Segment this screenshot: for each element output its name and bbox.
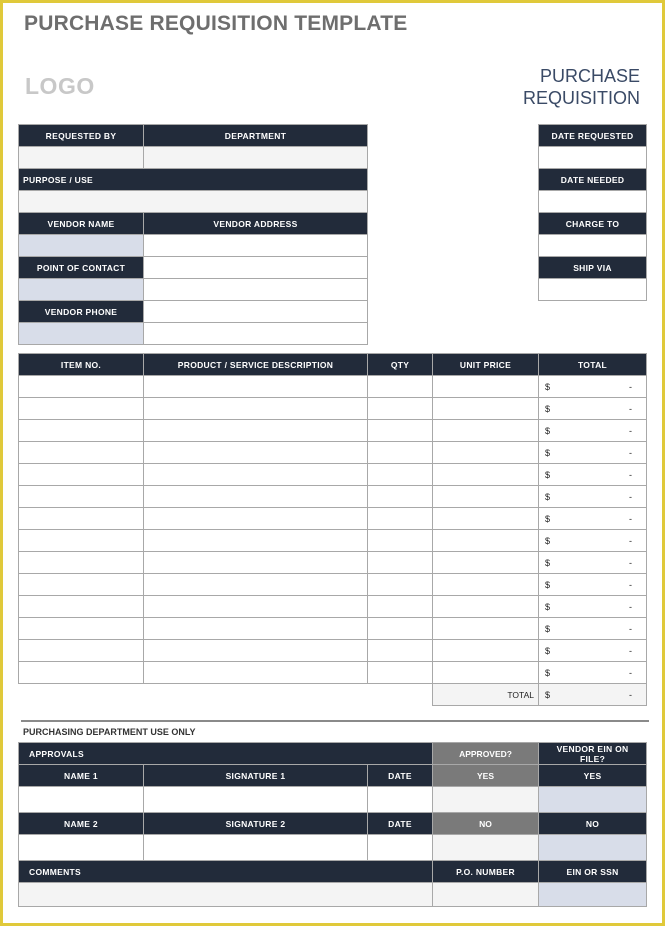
table-row <box>19 398 647 420</box>
qty-cell[interactable] <box>368 376 433 398</box>
total-cell <box>539 618 647 640</box>
item-no-cell[interactable] <box>19 464 144 486</box>
items-table <box>18 353 647 706</box>
item-no-cell[interactable] <box>19 640 144 662</box>
qty-cell[interactable] <box>368 464 433 486</box>
item-no-header: ITEM NO. <box>19 354 144 376</box>
charge-to-field[interactable] <box>539 235 647 257</box>
currency-symbol: $ <box>545 513 551 524</box>
name1-header: NAME 1 <box>19 765 144 787</box>
total-cell <box>539 420 647 442</box>
purpose-field[interactable] <box>19 191 368 213</box>
vendor-address-header: VENDOR ADDRESS <box>144 213 368 235</box>
unit-price-cell[interactable] <box>433 442 539 464</box>
ein-ssn-header: EIN OR SSN <box>539 861 647 883</box>
unit-price-cell[interactable] <box>433 420 539 442</box>
approved-no-field[interactable] <box>433 835 539 861</box>
unit-price-cell[interactable] <box>433 376 539 398</box>
item-no-cell[interactable] <box>19 596 144 618</box>
date1-field[interactable] <box>368 787 433 813</box>
document-type-line2: REQUISITION <box>522 88 640 108</box>
table-row <box>19 552 647 574</box>
approved-yes-header: YES <box>433 765 539 787</box>
department-header: DEPARTMENT <box>144 125 368 147</box>
description-cell[interactable] <box>144 508 368 530</box>
purpose-header: PURPOSE / USE <box>19 169 368 191</box>
ein-no-field[interactable] <box>539 835 647 861</box>
requested-by-field[interactable] <box>19 147 144 169</box>
po-number-field[interactable] <box>433 883 539 907</box>
qty-cell[interactable] <box>368 596 433 618</box>
grand-total-cell <box>539 684 647 706</box>
total-cell <box>539 376 647 398</box>
table-row <box>19 376 647 398</box>
logo-placeholder: LOGO <box>25 73 95 99</box>
document-type-line1: PURCHASE <box>539 66 640 86</box>
unit-price-cell[interactable] <box>433 508 539 530</box>
name2-field[interactable] <box>19 835 144 861</box>
description-cell[interactable] <box>144 530 368 552</box>
comments-field[interactable] <box>19 883 433 907</box>
item-no-cell[interactable] <box>19 442 144 464</box>
total-value: - <box>629 667 632 678</box>
table-row <box>19 420 647 442</box>
total-value: - <box>629 579 632 590</box>
signature1-field[interactable] <box>144 787 368 813</box>
total-cell <box>539 464 647 486</box>
document-type <box>523 65 640 109</box>
currency-symbol: $ <box>545 447 551 458</box>
total-value: - <box>629 513 632 524</box>
total-cell <box>539 662 647 684</box>
total-row-spacer <box>19 684 433 706</box>
table-row <box>19 640 647 662</box>
purchasing-section-label: PURCHASING DEPARTMENT USE ONLY <box>23 727 196 737</box>
description-cell[interactable] <box>144 640 368 662</box>
currency-symbol: $ <box>545 425 551 436</box>
total-cell <box>539 508 647 530</box>
description-cell[interactable] <box>144 376 368 398</box>
item-no-cell[interactable] <box>19 662 144 684</box>
total-value: - <box>629 535 632 546</box>
description-cell[interactable] <box>144 464 368 486</box>
dates-table <box>538 124 647 301</box>
table-row <box>19 618 647 640</box>
unit-price-cell[interactable] <box>433 552 539 574</box>
currency-symbol: $ <box>545 557 551 568</box>
vendor-name-header: VENDOR NAME <box>19 213 144 235</box>
currency-symbol: $ <box>545 579 551 590</box>
qty-cell[interactable] <box>368 662 433 684</box>
currency-symbol: $ <box>545 381 551 392</box>
item-no-cell[interactable] <box>19 420 144 442</box>
table-row <box>19 508 647 530</box>
unit-price-cell[interactable] <box>433 530 539 552</box>
description-cell[interactable] <box>144 398 368 420</box>
total-value: - <box>629 469 632 480</box>
vendor-ein-header: VENDOR EIN ON FILE? <box>539 743 647 765</box>
date1-header: DATE <box>368 765 433 787</box>
approvals-header: APPROVALS <box>19 743 433 765</box>
qty-cell[interactable] <box>368 530 433 552</box>
total-cell <box>539 574 647 596</box>
currency-symbol: $ <box>545 491 551 502</box>
vendor-phone-field[interactable] <box>19 323 144 345</box>
signature2-field[interactable] <box>144 835 368 861</box>
ship-via-field[interactable] <box>539 279 647 301</box>
total-value: - <box>629 403 632 414</box>
vendor-address-field-2[interactable] <box>144 257 368 279</box>
unit-price-header: UNIT PRICE <box>433 354 539 376</box>
date2-header: DATE <box>368 813 433 835</box>
vendor-address-field-4[interactable] <box>144 301 368 323</box>
item-no-cell[interactable] <box>19 574 144 596</box>
date-requested-header: DATE REQUESTED <box>539 125 647 147</box>
total-value: - <box>629 623 632 634</box>
total-value: - <box>629 447 632 458</box>
ein-ssn-field[interactable] <box>539 883 647 907</box>
unit-price-cell[interactable] <box>433 640 539 662</box>
total-cell <box>539 398 647 420</box>
table-row <box>19 662 647 684</box>
description-cell[interactable] <box>144 662 368 684</box>
table-row <box>19 530 647 552</box>
item-no-cell[interactable] <box>19 552 144 574</box>
vendor-phone-header: VENDOR PHONE <box>19 301 144 323</box>
page-title: PURCHASE REQUISITION TEMPLATE <box>24 12 408 35</box>
name2-header: NAME 2 <box>19 813 144 835</box>
total-value: - <box>629 381 632 392</box>
item-no-cell[interactable] <box>19 508 144 530</box>
total-value: - <box>629 601 632 612</box>
total-cell <box>539 442 647 464</box>
currency-symbol: $ <box>545 623 551 634</box>
department-field[interactable] <box>144 147 368 169</box>
table-row <box>19 574 647 596</box>
vendor-address-field-3[interactable] <box>144 279 368 301</box>
unit-price-cell[interactable] <box>433 464 539 486</box>
date2-field[interactable] <box>368 835 433 861</box>
point-of-contact-header: POINT OF CONTACT <box>19 257 144 279</box>
item-no-cell[interactable] <box>19 618 144 640</box>
ein-yes-header: YES <box>539 765 647 787</box>
total-header: TOTAL <box>539 354 647 376</box>
point-of-contact-field[interactable] <box>19 279 144 301</box>
currency-symbol: $ <box>545 535 551 546</box>
unit-price-cell[interactable] <box>433 662 539 684</box>
currency-symbol: $ <box>545 689 551 700</box>
signature2-header: SIGNATURE 2 <box>144 813 368 835</box>
total-cell <box>539 530 647 552</box>
item-no-cell[interactable] <box>19 398 144 420</box>
total-cell <box>539 552 647 574</box>
comments-header: COMMENTS <box>19 861 433 883</box>
description-cell[interactable] <box>144 618 368 640</box>
qty-cell[interactable] <box>368 486 433 508</box>
grand-total-value: - <box>629 689 632 700</box>
vendor-name-field[interactable] <box>19 235 144 257</box>
currency-symbol: $ <box>545 645 551 656</box>
item-no-cell[interactable] <box>19 486 144 508</box>
unit-price-cell[interactable] <box>433 398 539 420</box>
currency-symbol: $ <box>545 601 551 612</box>
total-value: - <box>629 557 632 568</box>
description-cell[interactable] <box>144 574 368 596</box>
total-value: - <box>629 491 632 502</box>
qty-cell[interactable] <box>368 442 433 464</box>
description-cell[interactable] <box>144 442 368 464</box>
date-needed-header: DATE NEEDED <box>539 169 647 191</box>
qty-cell[interactable] <box>368 552 433 574</box>
qty-cell[interactable] <box>368 618 433 640</box>
name1-field[interactable] <box>19 787 144 813</box>
table-row <box>19 596 647 618</box>
description-cell[interactable] <box>144 420 368 442</box>
requested-by-header: REQUESTED BY <box>19 125 144 147</box>
approved-yes-field[interactable] <box>433 787 539 813</box>
qty-cell[interactable] <box>368 420 433 442</box>
item-no-cell[interactable] <box>19 376 144 398</box>
total-row <box>19 684 647 706</box>
total-value: - <box>629 425 632 436</box>
currency-symbol: $ <box>545 469 551 480</box>
unit-price-cell[interactable] <box>433 574 539 596</box>
vendor-address-field-1[interactable] <box>144 235 368 257</box>
description-cell[interactable] <box>144 596 368 618</box>
date-requested-field[interactable] <box>539 147 647 169</box>
ship-via-header: SHIP VIA <box>539 257 647 279</box>
ein-no-header: NO <box>539 813 647 835</box>
unit-price-cell[interactable] <box>433 596 539 618</box>
total-value: - <box>629 645 632 656</box>
date-needed-field[interactable] <box>539 191 647 213</box>
qty-cell[interactable] <box>368 574 433 596</box>
approved-no-header: NO <box>433 813 539 835</box>
total-cell <box>539 640 647 662</box>
qty-cell[interactable] <box>368 398 433 420</box>
description-cell[interactable] <box>144 552 368 574</box>
purchasing-table <box>18 742 647 907</box>
unit-price-cell[interactable] <box>433 618 539 640</box>
table-row <box>19 464 647 486</box>
total-cell <box>539 486 647 508</box>
unit-price-cell[interactable] <box>433 486 539 508</box>
description-header: PRODUCT / SERVICE DESCRIPTION <box>144 354 368 376</box>
approved-header: APPROVED? <box>433 743 539 765</box>
qty-header: QTY <box>368 354 433 376</box>
grand-total-label: TOTAL <box>433 684 539 706</box>
qty-cell[interactable] <box>368 508 433 530</box>
ein-yes-field[interactable] <box>539 787 647 813</box>
section-divider <box>21 720 649 722</box>
po-number-header: P.O. NUMBER <box>433 861 539 883</box>
signature1-header: SIGNATURE 1 <box>144 765 368 787</box>
currency-symbol: $ <box>545 667 551 678</box>
qty-cell[interactable] <box>368 640 433 662</box>
total-cell <box>539 596 647 618</box>
table-row <box>19 442 647 464</box>
vendor-address-field-5[interactable] <box>144 323 368 345</box>
charge-to-header: CHARGE TO <box>539 213 647 235</box>
requester-table <box>18 124 368 345</box>
item-no-cell[interactable] <box>19 530 144 552</box>
currency-symbol: $ <box>545 403 551 414</box>
description-cell[interactable] <box>144 486 368 508</box>
table-row <box>19 486 647 508</box>
